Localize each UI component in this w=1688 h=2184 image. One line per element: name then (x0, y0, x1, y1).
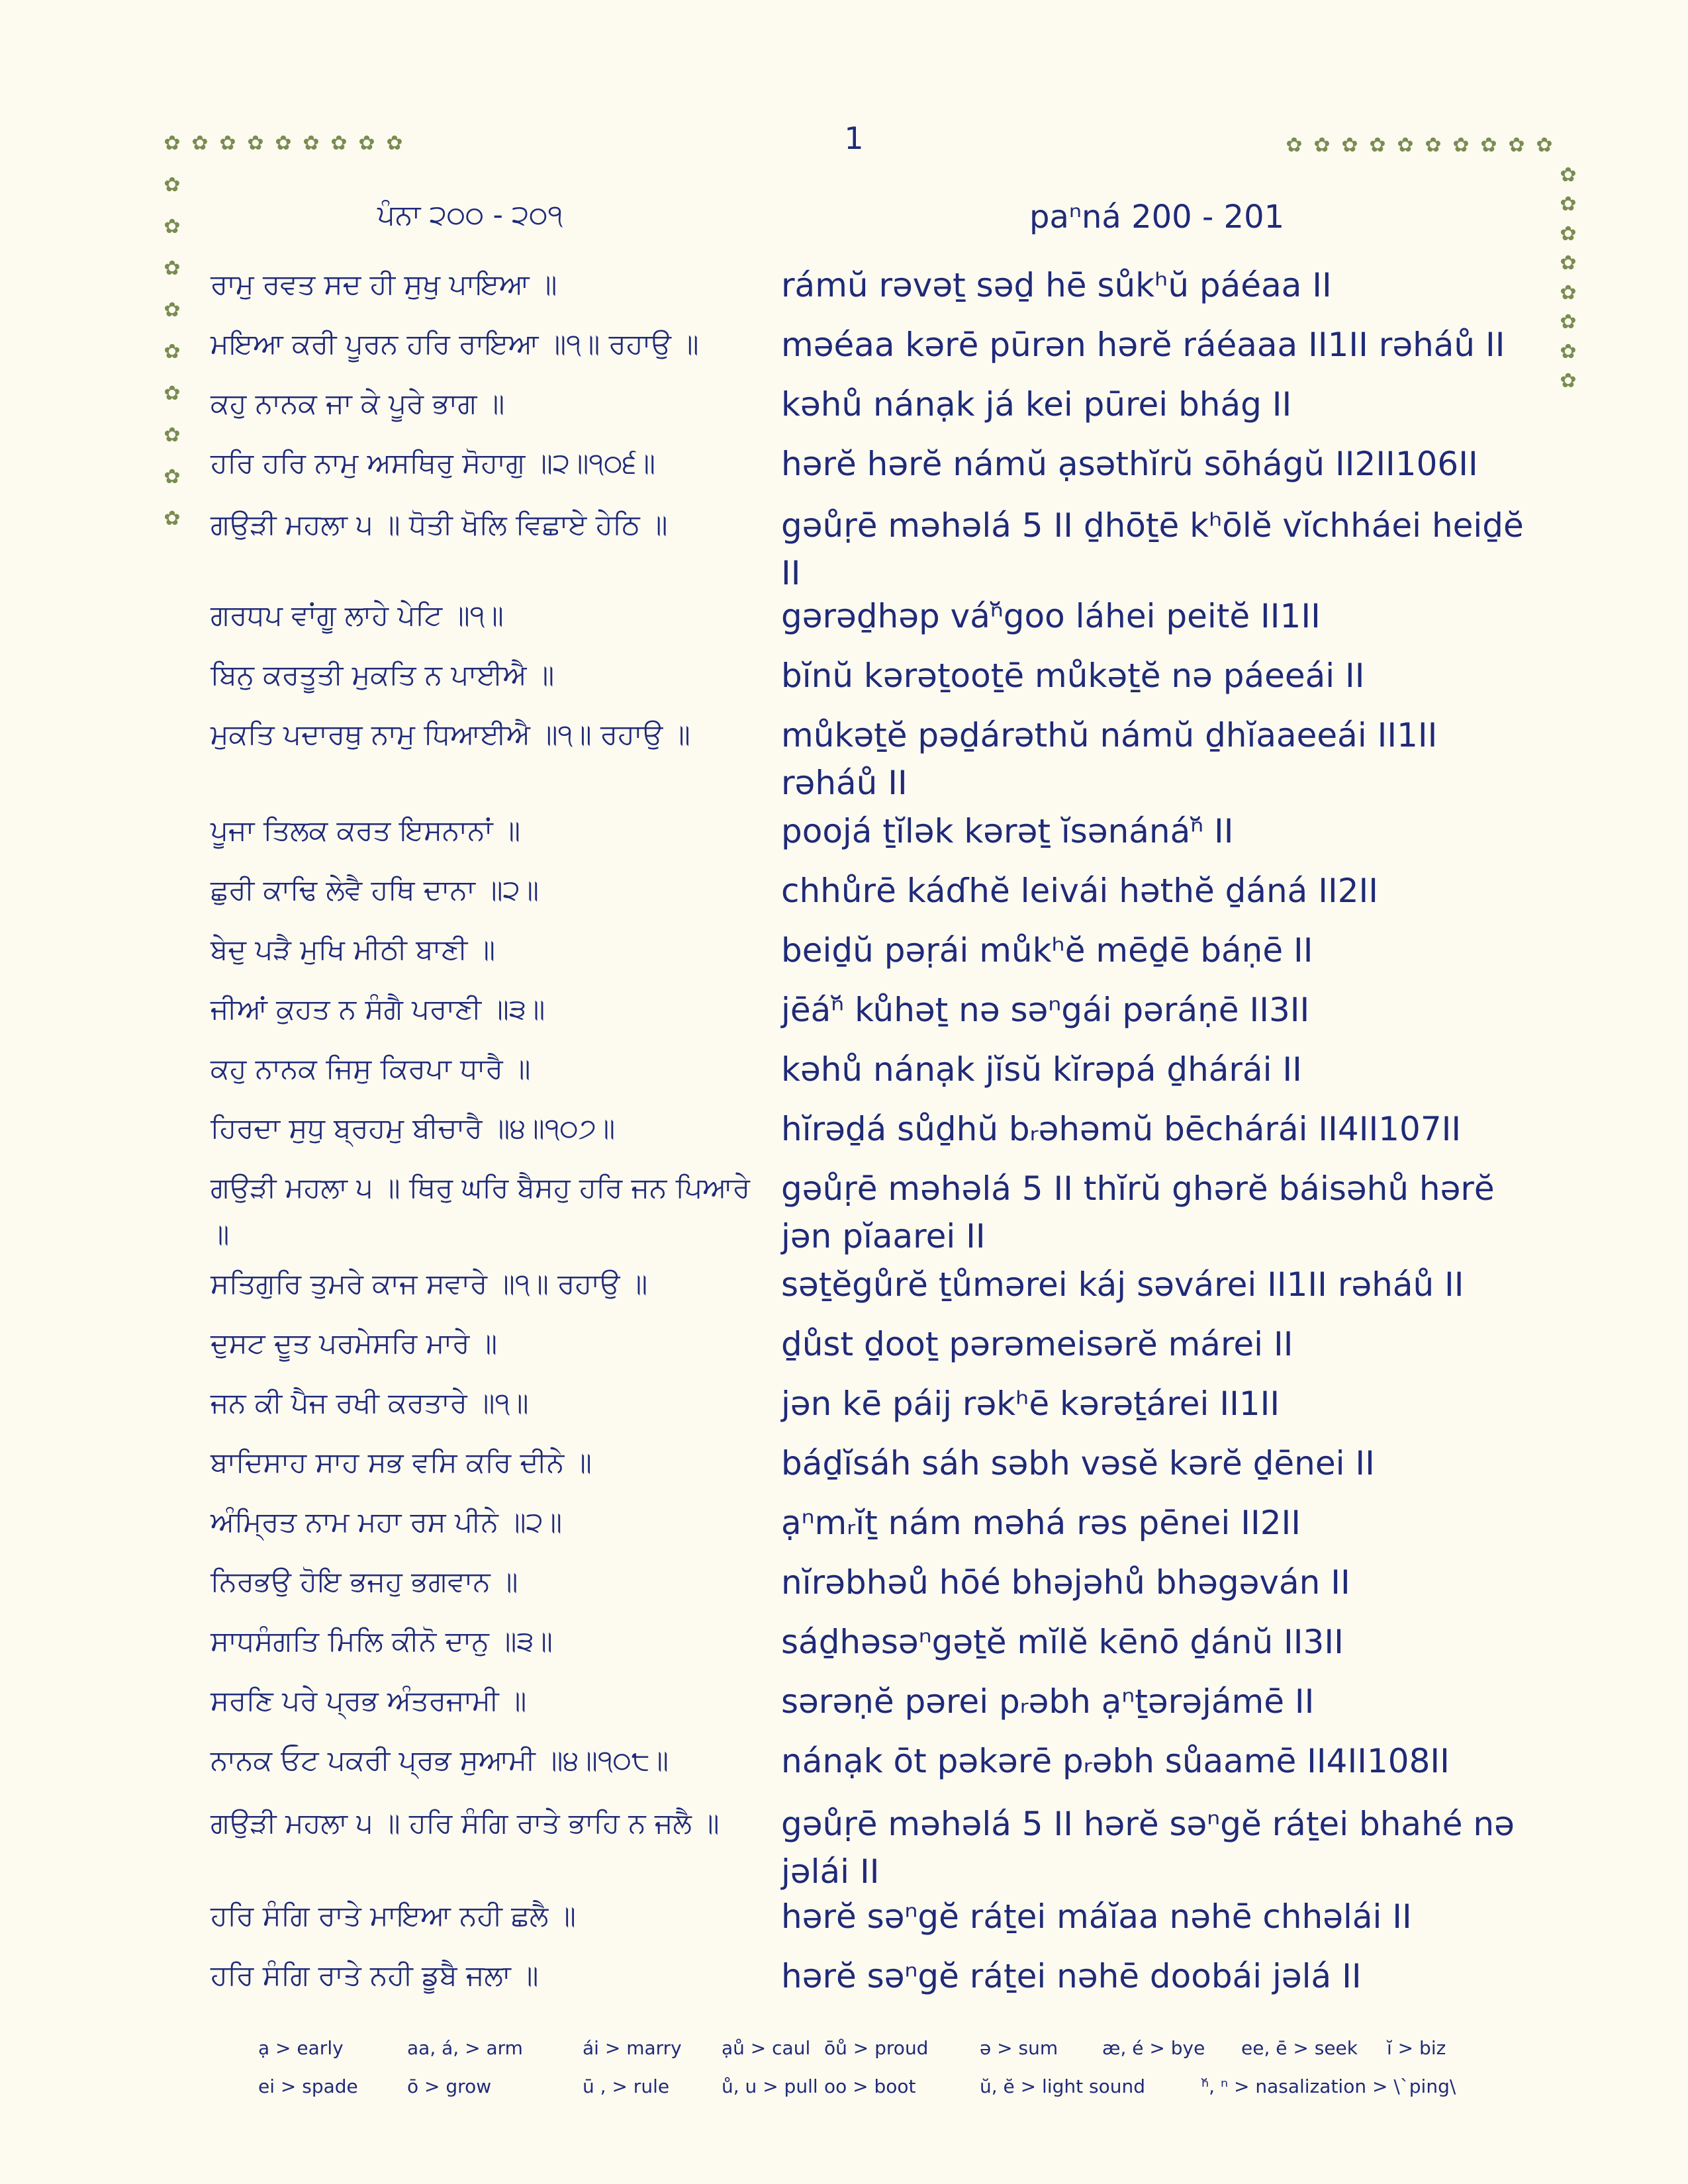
transliteration-text: jən kē páij rəkʰē kərəṯárei II1II (781, 1385, 1280, 1423)
flower-ornament-icon: ✿ (219, 132, 236, 155)
flower-ornament-icon: ✿ (1313, 134, 1331, 157)
flower-ornament-icon: ✿ (164, 507, 181, 530)
legend-item: æ, é > bye (1102, 2037, 1205, 2059)
flower-ornament-icon: ✿ (358, 132, 375, 155)
transliteration-text: nĭrəbhəů hōé bhəjəhů bhəgəván II (781, 1563, 1350, 1602)
gurmukhi-text: ਛੁਰੀ ਕਾਢਿ ਲੇਵੈ ਹਥਿ ਦਾਨਾ ॥੨॥ (211, 874, 539, 906)
legend-item: oo > boot (824, 2075, 916, 2097)
legend-item: ⁿ̆, ⁿ > nasalization > \`ping\ (1201, 2075, 1456, 2097)
flower-ornament-icon: ✿ (164, 382, 181, 405)
flower-ornament-icon: ✿ (1480, 134, 1497, 157)
transliteration-text: hərĕ səⁿgĕ ráṯei máĭaa nəhē chhəlái II (781, 1897, 1412, 1936)
gurmukhi-text: ਜਨ ਕੀ ਪੈਜ ਰਖੀ ਕਰਤਾਰੇ ॥੧॥ (211, 1387, 529, 1419)
gurmukhi-text: ਬਾਦਿਸਾਹ ਸਾਹ ਸਭ ਵਸਿ ਕਰਿ ਦੀਨੇ ॥ (211, 1446, 592, 1479)
transliteration-text: kəhů nánạk já kei pūrei bhág II (781, 385, 1292, 424)
transliteration-text: báḏĭsáh sáh səbh vəsĕ kərĕ ḏēnei II (781, 1444, 1375, 1482)
flower-ornament-icon: ✿ (386, 132, 403, 155)
flower-ornament-icon: ✿ (1286, 134, 1303, 157)
page-heading-transliteration: paⁿná 200 - 201 (1029, 199, 1285, 236)
transliteration-text: gəůṛē məhəlá 5 II thĭrŭ ghərĕ báisəhů hərĕ jən pĭaarei II (781, 1169, 1495, 1255)
flower-ornament-icon: ✿ (164, 257, 181, 280)
flower-ornament-icon: ✿ (1560, 193, 1577, 216)
legend-item: ŭ, ĕ > light sound (980, 2075, 1145, 2097)
gurmukhi-text: ਗਉੜੀ ਮਹਲਾ ੫ ॥ ਥਿਰੁ ਘਰਿ ਬੈਸਹੁ ਹਰਿ ਜਨ ਪਿਆਰੇ ॥ (211, 1171, 751, 1250)
legend-item: ōů > proud (824, 2037, 929, 2059)
transliteration-text: sáḏhəsəⁿgəṯĕ mĭlĕ kēnō ḏánŭ II3II (781, 1623, 1344, 1661)
flower-ornament-icon: ✿ (164, 132, 181, 155)
gurmukhi-text: ਪੂਜਾ ਤਿਲਕ ਕਰਤ ਇਸਨਾਨਾਂ ॥ (211, 814, 521, 846)
transliteration-text: səṯĕgůrĕ ṯůmərei káj səvárei II1II rəháů II (781, 1265, 1464, 1304)
gurmukhi-text: ਸਰਣਿ ਪਰੇ ਪ੍ਰਭ ਅੰਤਰਜਾਮੀ ॥ (211, 1684, 527, 1717)
transliteration-text: hĭrəḏá sůḏhŭ bᵣəhəmŭ bēchárái II4II107II (781, 1110, 1462, 1148)
transliteration-text: gərəḏhəp váⁿ̆goo láhei peitĕ II1II (781, 597, 1321, 635)
legend-item: ái > marry (583, 2037, 682, 2059)
gurmukhi-text: ਮੁਕਤਿ ਪਦਾਰਥੁ ਨਾਮੁ ਧਿਆਈਐ ॥੧॥ ਰਹਾਉ ॥ (211, 718, 690, 751)
transliteration-text: rámŭ rəvəṯ səḏ hē sůkʰŭ páéaa II (781, 266, 1332, 304)
gurmukhi-text: ਦੁਸਟ ਦੂਤ ਪਰਮੇਸਰਿ ਮਾਰੇ ॥ (211, 1327, 498, 1359)
legend-item: ū , > rule (583, 2075, 670, 2097)
flower-ornament-icon: ✿ (1536, 134, 1553, 157)
flower-ornament-icon: ✿ (1560, 281, 1577, 304)
transliteration-text: məéaa kərē pūrən hərĕ ráéaaa II1II rəháů II (781, 326, 1505, 364)
transliteration-text: nánạk ōt pəkərē pᵣəbh sůaamē II4II108II (781, 1742, 1450, 1780)
transliteration-text: beiḏŭ pəṛái můkʰĕ mēḏē báṇē II (781, 931, 1313, 970)
gurmukhi-text: ਹਰਿ ਸੰਗਿ ਰਾਤੇ ਨਹੀ ਡੂਬੈ ਜਲਾ ॥ (211, 1959, 539, 1991)
flower-ornament-icon: ✿ (191, 132, 209, 155)
gurmukhi-text: ਨਾਨਕ ਓਟ ਪਕਰੀ ਪ੍ਰਭ ਸੁਆਮੀ ॥੪॥੧੦੮॥ (211, 1744, 669, 1776)
flower-ornament-icon: ✿ (1560, 310, 1577, 334)
flower-ornament-icon: ✿ (164, 215, 181, 238)
legend-item: ə > sum (980, 2037, 1058, 2059)
transliteration-text: sərəṇĕ pərei pᵣəbh ạⁿṯərəjámē II (781, 1682, 1315, 1721)
gurmukhi-text: ਸਾਧਸੰਗਤਿ ਮਿਲਿ ਕੀਨੋ ਦਾਨੁ ॥੩॥ (211, 1625, 553, 1657)
transliteration-text: můkəṯĕ pəḏárəthŭ námŭ ḏhĭaaeeái II1II rəháů II (781, 716, 1438, 802)
legend-item: ạů > caul (722, 2037, 811, 2059)
flower-ornament-icon: ✿ (1560, 251, 1577, 275)
flower-ornament-icon: ✿ (164, 173, 181, 197)
transliteration-text: bĭnŭ kərəṯooṯē můkəṯĕ nə páeeái II (781, 657, 1365, 695)
flower-ornament-icon: ✿ (1508, 134, 1525, 157)
gurmukhi-text: ਹਰਿ ਸੰਗਿ ਰਾਤੇ ਮਾਇਆ ਨਹੀ ਛਲੈ ॥ (211, 1899, 576, 1932)
gurmukhi-text: ਮਇਆ ਕਰੀ ਪੂਰਨ ਹਰਿ ਰਾਇਆ ॥੧॥ ਰਹਾਉ ॥ (211, 328, 699, 360)
transliteration-text: kəhů nánạk jĭsŭ kĭrəpá ḏhárái II (781, 1050, 1302, 1089)
transliteration-text: ḏůst ḏooṯ pərəmeisərĕ márei II (781, 1325, 1293, 1363)
legend-item: ů, u > pull (722, 2075, 818, 2097)
legend-item: ĭ > biz (1387, 2037, 1446, 2059)
transliteration-text: ạⁿmᵣĭṯ nám məhá rəs pēnei II2II (781, 1504, 1301, 1542)
flower-ornament-icon: ✿ (1425, 134, 1442, 157)
flower-ornament-icon: ✿ (1560, 222, 1577, 246)
flower-ornament-icon: ✿ (1397, 134, 1414, 157)
gurmukhi-text: ਹਰਿ ਹਰਿ ਨਾਮੁ ਅਸਥਿਰੁ ਸੋਹਾਗੁ ॥੨॥੧੦੬॥ (211, 447, 656, 479)
flower-ornament-icon: ✿ (164, 340, 181, 363)
flower-ornament-icon: ✿ (164, 465, 181, 488)
flower-ornament-icon: ✿ (164, 424, 181, 447)
transliteration-text: hərĕ səⁿgĕ ráṯei nəhē doobái jəlá II (781, 1957, 1362, 1995)
gurmukhi-text: ਅੰਮ੍ਰਿਤ ਨਾਮ ਮਹਾ ਰਸ ਪੀਨੇ ॥੨॥ (211, 1506, 563, 1538)
flower-ornament-icon: ✿ (330, 132, 348, 155)
legend-item: ee, ē > seek (1241, 2037, 1358, 2059)
gurmukhi-text: ਕਹੁ ਨਾਨਕ ਜਿਸੁ ਕਿਰਪਾ ਧਾਰੈ ॥ (211, 1052, 531, 1085)
gurmukhi-text: ਸਤਿਗੁਰਿ ਤੁਮਰੇ ਕਾਜ ਸਵਾਰੇ ॥੧॥ ਰਹਾਉ ॥ (211, 1267, 648, 1300)
legend-item: ō > grow (407, 2075, 492, 2097)
legend-item: ạ > early (258, 2037, 344, 2059)
flower-ornament-icon: ✿ (275, 132, 292, 155)
gurmukhi-text: ਰਾਮੁ ਰਵਤ ਸਦ ਹੀ ਸੁਖੁ ਪਾਇਆ ॥ (211, 268, 557, 300)
transliteration-text: jēáⁿ̆ kůhəṯ nə səⁿgái pəráṇē II3II (781, 991, 1310, 1029)
gurmukhi-text: ਜੀਆਂ ਕੁਹਤ ਨ ਸੰਗੈ ਪਰਾਣੀ ॥੩॥ (211, 993, 545, 1025)
gurmukhi-text: ਹਿਰਦਾ ਸੁਧੁ ਬ੍ਰਹਮੁ ਬੀਚਾਰੈ ॥੪॥੧੦੭॥ (211, 1112, 616, 1144)
flower-ornament-icon: ✿ (1560, 163, 1577, 187)
flower-ornament-icon: ✿ (164, 298, 181, 322)
transliteration-text: gəůṛē məhəlá 5 II hərĕ səⁿgĕ ráṯei bhahé nə jəlái II (781, 1805, 1515, 1891)
gurmukhi-text: ਨਿਰਭਉ ਹੋਇ ਭਜਹੁ ਭਗਵਾਨ ॥ (211, 1565, 518, 1598)
flower-ornament-icon: ✿ (1452, 134, 1470, 157)
flower-ornament-icon: ✿ (1560, 340, 1577, 363)
gurmukhi-text: ਕਹੁ ਨਾਨਕ ਜਾ ਕੇ ਪੂਰੇ ਭਾਗ ॥ (211, 387, 505, 420)
transliteration-text: gəůṛē məhəlá 5 II ḏhōṯē kʰōlĕ vĭchháei heiḏĕ II (781, 506, 1524, 592)
gurmukhi-text: ਗਉੜੀ ਮਹਲਾ ੫ ॥ ਧੋਤੀ ਖੋਲਿ ਵਿਛਾਏ ਹੇਠਿ ॥ (211, 508, 668, 541)
flower-ornament-icon: ✿ (247, 132, 264, 155)
transliteration-text: poojá ṯĭlək kərəṯ ĭsənánáⁿ̆ II (781, 812, 1234, 850)
gurmukhi-text: ਬੇਦੁ ਪੜੈ ਮੁਖਿ ਮੀਠੀ ਬਾਣੀ ॥ (211, 933, 496, 966)
page-heading-gurmukhi: ਪੰਨਾ ੨੦੦ - ੨੦੧ (377, 199, 563, 231)
gurmukhi-text: ਗਉੜੀ ਮਹਲਾ ੫ ॥ ਹਰਿ ਸੰਗਿ ਰਾਤੇ ਭਾਹਿ ਨ ਜਲੈ ॥ (211, 1807, 720, 1839)
flower-ornament-icon: ✿ (1560, 369, 1577, 392)
page-number: 1 (844, 120, 864, 156)
flower-ornament-icon: ✿ (303, 132, 320, 155)
gurmukhi-text: ਬਿਨੁ ਕਰਤੂਤੀ ਮੁਕਤਿ ਨ ਪਾਈਐ ॥ (211, 659, 555, 691)
legend-item: ei > spade (258, 2075, 358, 2097)
transliteration-text: chhůrē káɗhĕ leivái həthĕ ḏáná II2II (781, 872, 1379, 910)
legend-item: aa, á, > arm (407, 2037, 523, 2059)
gurmukhi-text: ਗਰਧਪ ਵਾਂਗੂ ਲਾਹੇ ਪੇਟਿ ॥੧॥ (211, 599, 504, 631)
flower-ornament-icon: ✿ (1369, 134, 1386, 157)
flower-ornament-icon: ✿ (1341, 134, 1358, 157)
transliteration-text: hərĕ hərĕ námŭ ạsəthĭrŭ sōhágŭ II2II106II (781, 445, 1478, 483)
